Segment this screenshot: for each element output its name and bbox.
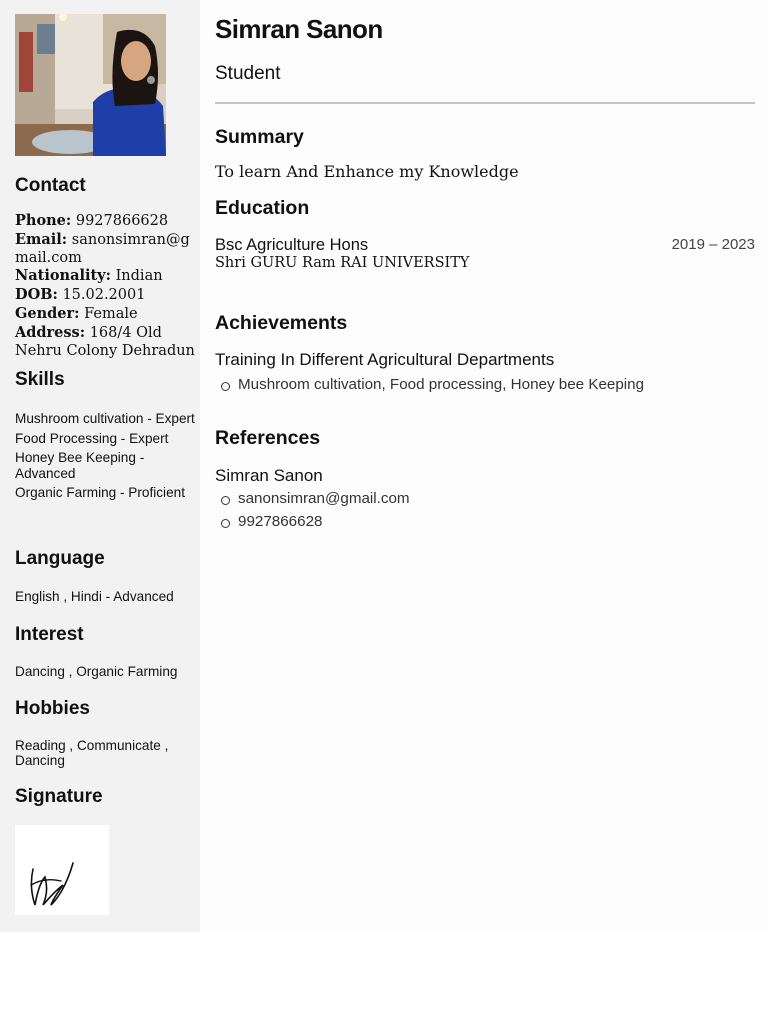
- address-value: 168/4 Old Nehru Colony Dehradun: [15, 324, 195, 359]
- skill-item: Organic Farming - Proficient: [15, 485, 185, 500]
- profile-role: Student: [215, 63, 281, 84]
- nationality-value: Indian: [115, 268, 163, 285]
- header-divider: [215, 102, 755, 104]
- contact-details: [15, 212, 200, 360]
- education-degree: Bsc Agriculture Hons: [215, 236, 369, 254]
- email-label: Email:: [15, 230, 68, 248]
- contact-dob: [15, 286, 200, 305]
- hobbies-text: Reading , Communicate , Dancing: [15, 738, 169, 768]
- skills-list: [15, 411, 195, 505]
- nationality-label: Nationality:: [15, 267, 111, 285]
- phone-label: Phone:: [15, 212, 72, 229]
- skill-item: Honey Bee Keeping - Advanced: [15, 450, 145, 481]
- list-item: sanonsimran@gmail.com: [238, 490, 410, 513]
- phone-value: 9927866628: [75, 213, 169, 229]
- skill-item: Food Processing - Expert: [15, 430, 169, 446]
- education-school: Shri GURU Ram RAI UNIVERSITY: [215, 255, 470, 271]
- achievement-list: [238, 376, 644, 399]
- list-item: 9927866628: [238, 513, 410, 536]
- dob-label: DOB:: [15, 286, 58, 304]
- contact-address: [15, 324, 200, 361]
- interest-text: Dancing , Organic Farming: [15, 664, 178, 679]
- gender-label: Gender:: [15, 304, 80, 322]
- achievements-heading: Achievements: [215, 312, 348, 334]
- reference-name: Simran Sanon: [215, 466, 323, 485]
- summary-text: To learn And Enhance my Knowledge: [215, 162, 519, 181]
- dob-value: 15.02.2001: [62, 287, 146, 304]
- signature-image: [15, 825, 109, 915]
- education-years: 2019 – 2023: [671, 236, 755, 253]
- education-heading: Education: [215, 197, 310, 219]
- interest-heading: Interest: [15, 624, 84, 645]
- sidebar: [0, 0, 200, 932]
- achievement-title: Training In Different Agricultural Departments: [215, 350, 555, 369]
- address-label: Address:: [15, 323, 86, 341]
- references-heading: References: [215, 427, 321, 449]
- profile-photo: [15, 14, 166, 156]
- email-value: sanonsimran@gmail.com: [15, 231, 190, 266]
- skill-item: Mushroom cultivation - Expert: [15, 411, 195, 426]
- hobbies-heading: Hobbies: [15, 698, 90, 719]
- skills-heading: Skills: [15, 369, 65, 390]
- profile-name: Simran Sanon: [215, 14, 383, 44]
- contact-heading: Contact: [15, 175, 86, 196]
- reference-list: [238, 490, 410, 536]
- language-heading: Language: [15, 548, 105, 569]
- contact-nationality: [15, 267, 200, 286]
- gender-value: Female: [84, 305, 138, 322]
- signature-heading: Signature: [15, 786, 103, 807]
- list-item: Mushroom cultivation, Food processing, Honey bee Keeping: [238, 376, 644, 399]
- language-text: English , Hindi - Advanced: [15, 589, 174, 604]
- contact-phone: [15, 212, 200, 231]
- summary-heading: Summary: [215, 126, 304, 148]
- contact-gender: [15, 305, 200, 324]
- contact-email: [15, 231, 200, 268]
